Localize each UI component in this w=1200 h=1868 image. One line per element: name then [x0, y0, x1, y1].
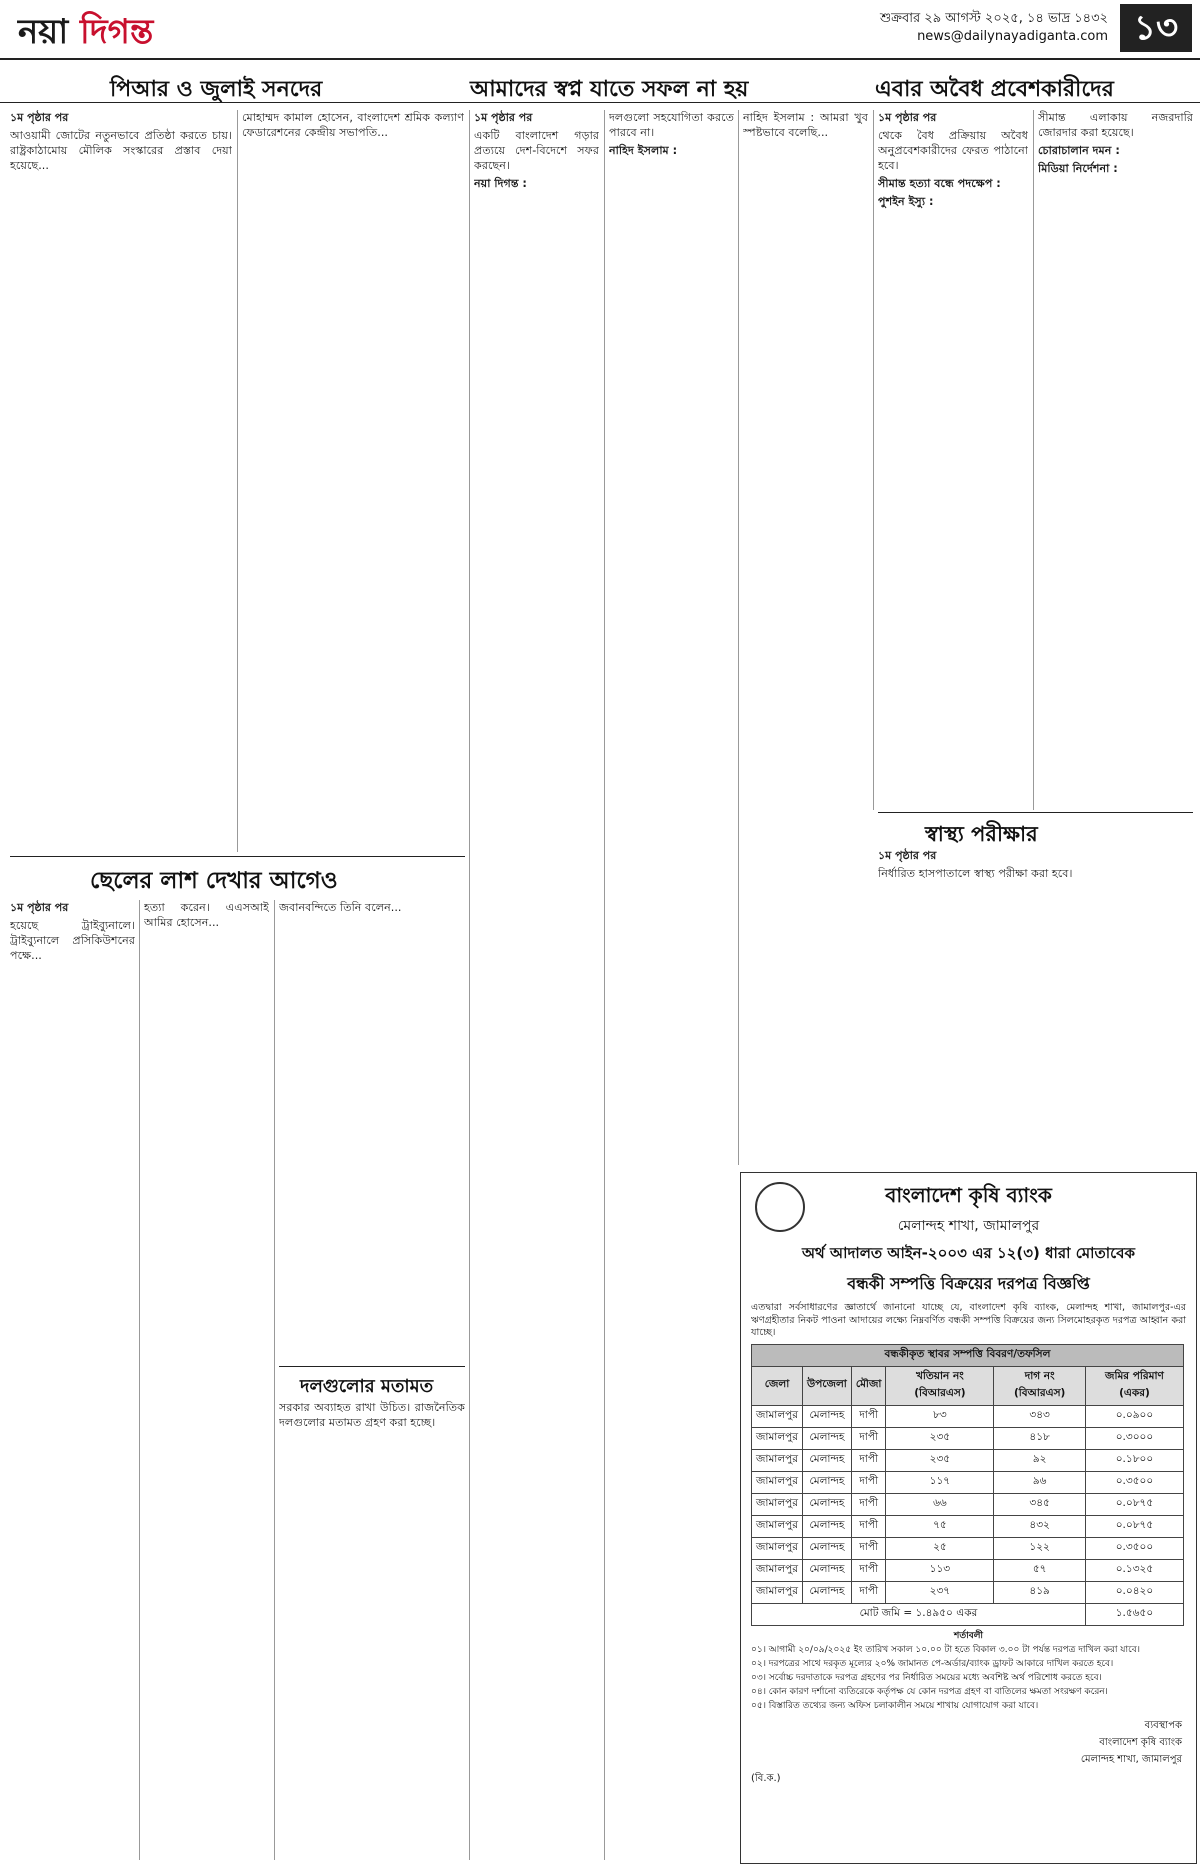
table-row	[752, 1537, 1184, 1559]
term-item: ০৫। বিস্তারিত তথ্যের জন্য অফিস চলাকালীন সময়ে শাখায় যোগাযোগ করা যাবে।	[751, 1700, 1039, 1711]
table-cell: দাপী	[851, 1471, 886, 1493]
table-cell: জামালপুর	[752, 1471, 803, 1493]
table-cell: ০.৩৫০০	[1085, 1537, 1183, 1559]
col-header: দাগ নং (বিআরএস)	[994, 1366, 1085, 1405]
col-header: উপজেলা	[803, 1366, 852, 1405]
column-divider	[237, 110, 238, 852]
article-illegal-col-2	[1038, 110, 1193, 810]
article-parties-text: সরকার অব্যাহত রাখা উচিত। রাজনৈতিক দলগুলোর মতামত গ্রহণ করা হচ্ছে।	[279, 1401, 465, 1429]
property-table	[751, 1344, 1184, 1626]
article-health-text: নির্ধারিত হাসপাতালে স্বাস্থ্য পরীক্ষা করা হবে।	[878, 867, 1073, 880]
table-cell: ৮৩	[886, 1405, 994, 1427]
table-cell: ২৩৫	[886, 1449, 994, 1471]
table-cell: দাপী	[851, 1515, 886, 1537]
table-cell: দাপী	[851, 1427, 886, 1449]
notice-terms	[741, 1626, 1196, 1718]
article-pr-text-2: মোহাম্মদ কামাল হোসেন, বাংলাদেশ শ্রমিক কল্যাণ ফেডারেশনের কেন্দ্রীয় সভাপতি...	[242, 111, 464, 139]
parties-top-rule	[279, 1366, 465, 1367]
notice-intro: এতদ্বারা সর্বসাধারণের জ্ঞাতার্থে জানানো যাচ্ছে যে, বাংলাদেশ কৃষি ব্যাংক, মেলান্দহ শাখা, জামালপুর-এর ঋণগ্রহীতার নিকট পাওনা আদায়ের লক্ষ্যে নিম্নবর্ণিত বন্ধকী সম্পত্তি বিক্রয়ের জন্য সিলমোহরকৃত দরপত্র আহ্বান করা যাচ্ছে।	[751, 1302, 1186, 1338]
notice-branch: মেলান্দহ শাখা, জামালপুর	[897, 1218, 1040, 1234]
table-cell: মেলান্দহ	[803, 1471, 852, 1493]
article-dream-text-1: একটি বাংলাদেশ গড়ার প্রত্যয়ে দেশ-বিদেশে সফর করছেন।	[474, 129, 599, 172]
article-illegal-col-1	[878, 110, 1028, 810]
table-cell: ০.৩৫০০	[1085, 1471, 1183, 1493]
table-row	[752, 1515, 1184, 1537]
article-dream-col-1	[474, 110, 599, 1860]
interview-question-label: নয়া দিগন্ত :	[474, 177, 527, 190]
bank-seal-icon	[755, 1182, 805, 1232]
page-number: ১৩	[1120, 4, 1192, 52]
signatory-branch: মেলান্দহ শাখা, জামালপুর	[1080, 1753, 1182, 1765]
col-header: মৌজা	[851, 1366, 886, 1405]
logo-word-1: নয়া	[18, 12, 69, 52]
table-row	[752, 1449, 1184, 1471]
article-pr-col-2	[242, 110, 464, 852]
article-son-col-1	[10, 900, 135, 1860]
article-health-body	[878, 848, 1193, 1163]
article-dream-col-2	[609, 110, 734, 1860]
table-cell: মেলান্দহ	[803, 1581, 852, 1603]
signatory-bank: বাংলাদেশ কৃষি ব্যাংক	[1099, 1736, 1182, 1748]
table-caption: বন্ধকীকৃত স্থাবর সম্পত্তি বিবরণ/তফসিল	[752, 1344, 1184, 1366]
term-item: ০৩। সর্বোচ্চ দরদাতাকে দরপত্র গ্রহণের পর নির্ধারিত সময়ের মধ্যে অবশিষ্ট অর্থ পরিশোধ করতে হবে।	[751, 1672, 1102, 1683]
table-cell: ২৫	[886, 1537, 994, 1559]
total-label: মোট জমি = ১.৪৯৫০ একর	[752, 1603, 1086, 1625]
subhead-border-killing: সীমান্ত হত্যা বন্ধে পদক্ষেপ :	[878, 177, 1001, 190]
table-cell: জামালপুর	[752, 1559, 803, 1581]
table-cell: দাপী	[851, 1581, 886, 1603]
table-cell: ৪১৮	[994, 1427, 1085, 1449]
interview-answer-label: নাহিদ ইসলাম :	[609, 144, 678, 157]
table-cell: ০.০৪২০	[1085, 1581, 1183, 1603]
subhead-push-in: পুশইন ইস্যু :	[878, 195, 934, 208]
table-cell: মেলান্দহ	[803, 1427, 852, 1449]
column-divider	[274, 900, 275, 1860]
table-cell: ১২২	[994, 1537, 1085, 1559]
table-cell: ৫৭	[994, 1559, 1085, 1581]
table-cell: ৪৩২	[994, 1515, 1085, 1537]
article-illegal-text-1: থেকে বৈধ প্রক্রিয়ায় অবৈধ অনুপ্রবেশকারীদের ফেরত পাঠানো হবে।	[878, 129, 1028, 172]
table-cell: ৭৫	[886, 1515, 994, 1537]
table-body	[752, 1405, 1184, 1603]
table-cell: জামালপুর	[752, 1537, 803, 1559]
table-header-row	[752, 1366, 1184, 1405]
column-divider	[604, 110, 605, 1860]
article-parties-body	[279, 1400, 465, 1860]
article-dream-col-3	[743, 110, 868, 1165]
table-row	[752, 1493, 1184, 1515]
table-cell: দাপী	[851, 1405, 886, 1427]
article-son-col-2	[144, 900, 269, 1860]
table-cell: মেলান্দহ	[803, 1449, 852, 1471]
table-cell: মেলান্দহ	[803, 1559, 852, 1581]
dateline	[880, 10, 1108, 46]
column-divider	[1033, 110, 1034, 810]
table-cell: ০.১৮০০	[1085, 1449, 1183, 1471]
article-pr-text-1: আওয়ামী জোটের নতুনভাবে প্রতিষ্ঠা করতে চায়। রাষ্ট্রকাঠামোয় মৌলিক সংস্কারের প্রস্তাব দেয়া হয়েছে...	[10, 129, 232, 172]
table-cell: ০.০৮৭৫	[1085, 1515, 1183, 1537]
table-cell: ২৩৫	[886, 1427, 994, 1449]
table-cell: ০.০৮৭৫	[1085, 1493, 1183, 1515]
table-row	[752, 1427, 1184, 1449]
table-cell: ২৩৭	[886, 1581, 994, 1603]
continued-label: ১ম পৃষ্ঠার পর	[878, 849, 937, 862]
term-item: ০৪। কোন কারণ দর্শানো ব্যতিরেকে কর্তৃপক্ষ যে কোন দরপত্র গ্রহণ বা বাতিলের ক্ষমতা সংরক্ষণ করেন।	[751, 1686, 1108, 1697]
table-cell: ০.১৩২৫	[1085, 1559, 1183, 1581]
signatory-title: ব্যবস্থাপক	[1144, 1719, 1182, 1731]
table-cell: ৩৪৩	[994, 1405, 1085, 1427]
notice-act: অর্থ আদালত আইন-২০০৩ এর ১২(৩) ধারা মোতাবেক	[802, 1244, 1135, 1262]
newspaper-logo	[18, 6, 153, 63]
article-son-text-2: হত্যা করেন। এএসআই আমির হোসেন...	[144, 901, 269, 929]
table-cell: ০.০৯০০	[1085, 1405, 1183, 1427]
email-link[interactable]: news@dailynayadiganta.com	[917, 29, 1108, 44]
continued-label: ১ম পৃষ্ঠার পর	[10, 111, 69, 124]
logo-word-2: দিগন্ত	[80, 12, 154, 52]
table-cell: জামালপুর	[752, 1493, 803, 1515]
table-row	[752, 1405, 1184, 1427]
table-total-row	[752, 1603, 1184, 1625]
notice-title: বন্ধকী সম্পত্তি বিক্রয়ের দরপত্র বিজ্ঞপ্তি	[847, 1274, 1090, 1293]
article-son-text-3: জবানবন্দিতে তিনি বলেন...	[279, 901, 402, 914]
table-cell: মেলান্দহ	[803, 1515, 852, 1537]
column-divider	[139, 900, 140, 1860]
subhead-media: মিডিয়া নির্দেশনা :	[1038, 162, 1118, 175]
subhead-smuggling: চোরাচালান দমন :	[1038, 144, 1120, 157]
continued-label: ১ম পৃষ্ঠার পর	[474, 111, 533, 124]
continued-label: ১ম পৃষ্ঠার পর	[878, 111, 937, 124]
article-dream-text-3: নাহিদ ইসলাম : আমরা খুব স্পষ্টভাবে বলেছি...	[743, 111, 868, 139]
table-cell: জামালপুর	[752, 1515, 803, 1537]
article-son-col-3	[279, 900, 465, 1360]
table-cell: ৬৬	[886, 1493, 994, 1515]
issue-date: শুক্রবার ২৯ আগস্ট ২০২৫, ১৪ ভাদ্র ১৪৩২	[879, 11, 1108, 26]
column-divider	[873, 110, 874, 810]
table-cell: ৩৪৫	[994, 1493, 1085, 1515]
headline-health: স্বাস্থ্য পরীক্ষার	[925, 822, 1038, 846]
column-divider	[738, 110, 739, 1165]
headline-rule	[0, 102, 1200, 103]
table-cell: ১১৭	[886, 1471, 994, 1493]
table-row	[752, 1581, 1184, 1603]
headline-pr-july-charter: পিআর ও জুলাই সনদের	[110, 77, 323, 102]
bank-tender-notice	[740, 1172, 1197, 1864]
article-dream-text-2: দলগুলো সহযোগিতা করতে পারবে না।	[609, 111, 734, 139]
son-top-rule	[10, 856, 465, 857]
table-cell: দাপী	[851, 1559, 886, 1581]
table-cell: জামালপুর	[752, 1581, 803, 1603]
article-illegal-text-2: সীমান্ত এলাকায় নজরদারি জোরদার করা হয়েছে।	[1038, 111, 1193, 139]
table-cell: জামালপুর	[752, 1405, 803, 1427]
table-cell: মেলান্দহ	[803, 1537, 852, 1559]
col-header: খতিয়ান নং (বিআরএস)	[886, 1366, 994, 1405]
notice-signature	[741, 1718, 1196, 1769]
table-cell: দাপী	[851, 1493, 886, 1515]
notice-bank-name: বাংলাদেশ কৃষি ব্যাংক	[885, 1183, 1052, 1207]
table-cell: জামালপুর	[752, 1449, 803, 1471]
notice-code: (বি.ক.)	[751, 1772, 781, 1784]
article-pr-col-1	[10, 110, 232, 852]
table-cell: মেলান্দহ	[803, 1405, 852, 1427]
terms-title: শর্তাবলী	[954, 1630, 983, 1641]
table-cell: দাপী	[851, 1537, 886, 1559]
term-item: ০২। দরপত্রের সাথে দরকৃত মূল্যের ২০% জামানত পে-অর্ডার/ব্যাংক ড্রাফট আকারে দাখিল করতে হবে।	[751, 1658, 1114, 1669]
table-cell: মেলান্দহ	[803, 1493, 852, 1515]
table-row	[752, 1559, 1184, 1581]
col-header: জমির পরিমাণ (একর)	[1085, 1366, 1183, 1405]
table-cell: ৯৬	[994, 1471, 1085, 1493]
continued-label: ১ম পৃষ্ঠার পর	[10, 901, 69, 914]
column-divider	[469, 110, 470, 1860]
table-cell: জামালপুর	[752, 1427, 803, 1449]
total-value: ১.৫৬৫০	[1085, 1603, 1183, 1625]
table-cell: দাপী	[851, 1449, 886, 1471]
health-top-rule	[878, 812, 1193, 813]
table-cell: ১১৩	[886, 1559, 994, 1581]
col-header: জেলা	[752, 1366, 803, 1405]
term-item: ০১। আগামী ২০/০৯/২০২৫ ইং তারিখ সকাল ১০.০০ টা হতে বিকাল ৩.০০ টা পর্যন্ত দরপত্র দাখিল করা যাবে।	[751, 1644, 1140, 1655]
table-row	[752, 1471, 1184, 1493]
table-cell: ০.৩০০০	[1085, 1427, 1183, 1449]
headline-son-body: ছেলের লাশ দেখার আগেও	[90, 868, 338, 894]
table-cell: ৯২	[994, 1449, 1085, 1471]
headline-dream: আমাদের স্বপ্ন যাতে সফল না হয়	[470, 77, 749, 102]
article-son-text-1: হয়েছে ট্রাইব্যুনালে। ট্রাইব্যুনালে প্রসিকিউশনের পক্ষে...	[10, 919, 135, 962]
headline-illegal-entrants: এবার অবৈধ প্রবেশকারীদের	[875, 77, 1114, 102]
table-cell: ৪১৯	[994, 1581, 1085, 1603]
headline-parties: দলগুলোর মতামত	[300, 1376, 434, 1397]
